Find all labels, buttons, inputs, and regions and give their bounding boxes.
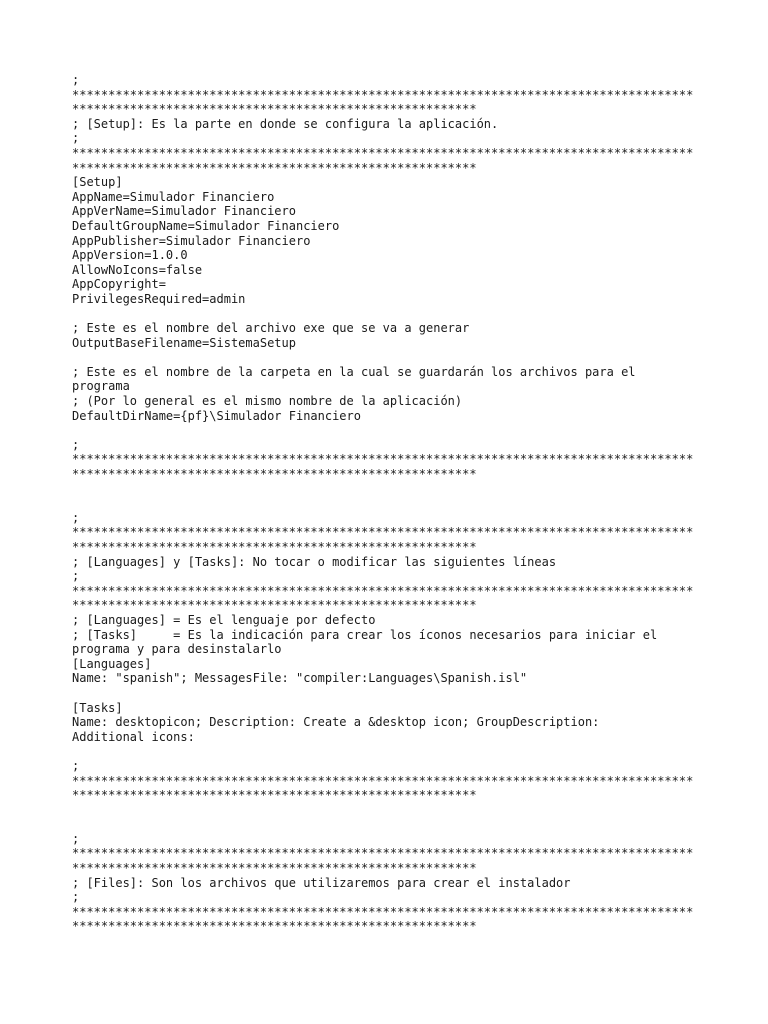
document-line: ******************************************************** [72,861,477,876]
document-line [72,350,712,365]
document-line: AppVersion=1.0.0 [72,248,188,263]
document-line: ; [72,831,80,846]
document-line: ; [Tasks] = Es la indicación para crear los íconos necesarios para iniciar el [72,627,658,642]
document-line: [Tasks] [72,700,123,715]
document-line: programa [72,379,130,394]
document-line: [Languages] [72,656,152,671]
document-line: ; Este es el nombre del archivo exe que se va a generar [72,321,470,336]
document-line: ; (Por lo general es el mismo nombre de la aplicación) [72,394,463,409]
document-line [72,482,712,497]
document-line: Name: "spanish"; MessagesFile: "compiler:Languages\Spanish.isl" [72,671,528,686]
document-line: AppName=Simulador Financiero [72,189,275,204]
document-line: ************************************************************************************** [72,904,694,919]
document-line: AppPublisher=Simulador Financiero [72,233,311,248]
document-line: ; Este es el nombre de la carpeta en la cual se guardarán los archivos para el [72,364,636,379]
document-page [72,73,712,934]
document-line: AppVerName=Simulador Financiero [72,204,296,219]
document-line: ******************************************************** [72,102,477,117]
document-line: Additional icons: [72,729,195,744]
document-line: ; [72,510,80,525]
document-line [72,686,712,701]
document-line: ************************************************************************************** [72,846,694,861]
document-line: ; [Languages] = Es el lenguaje por defecto [72,612,376,627]
document-line: ******************************************************** [72,160,477,175]
document-line: programa y para desinstalarlo [72,642,282,657]
document-line: ; [72,131,80,146]
document-line: ************************************************************************************** [72,583,694,598]
document-line: ************************************************************************************** [72,145,694,160]
document-line: ************************************************************************************** [72,452,694,467]
document-line [72,803,712,818]
document-line: [Setup] [72,175,123,190]
document-line: AllowNoIcons=false [72,262,203,277]
document-line [72,423,712,438]
document-line: ************************************************************************************** [72,525,694,540]
document-line: ******************************************************** [72,919,477,934]
document-line: ******************************************************** [72,540,477,554]
document-line: PrivilegesRequired=admin [72,291,246,306]
document-line: ************************************************************************************** [72,773,694,788]
document-line: ******************************************************** [72,788,477,803]
document-line: ; [72,569,80,584]
document-line [72,817,712,832]
document-line: OutputBaseFilename=SistemaSetup [72,335,296,350]
document-line: ; [Files]: Son los archivos que utilizaremos para crear el instalador [72,875,571,890]
document-line: ******************************************************** [72,598,477,613]
document-line [72,307,712,322]
document-line [72,744,712,759]
document-line: ; [72,73,80,87]
document-line: ; [Setup]: Es la parte en donde se configura la aplicación. [72,116,499,131]
document-line: ************************************************************************************** [72,87,694,102]
document-line: AppCopyright= [72,277,166,292]
document-line: ; [72,890,80,905]
document-line: DefaultDirName={pf}\Simulador Financiero [72,408,361,423]
document-line [72,496,712,511]
document-line: ; [72,437,80,452]
document-line: DefaultGroupName=Simulador Financiero [72,218,340,233]
document-line: ; [72,758,80,773]
document-line: ******************************************************** [72,467,477,482]
document-line: Name: desktopicon; Description: Create a &desktop icon; GroupDescription: [72,715,600,730]
document-line: ; [Languages] y [Tasks]: No tocar o modificar las siguientes líneas [72,554,557,569]
